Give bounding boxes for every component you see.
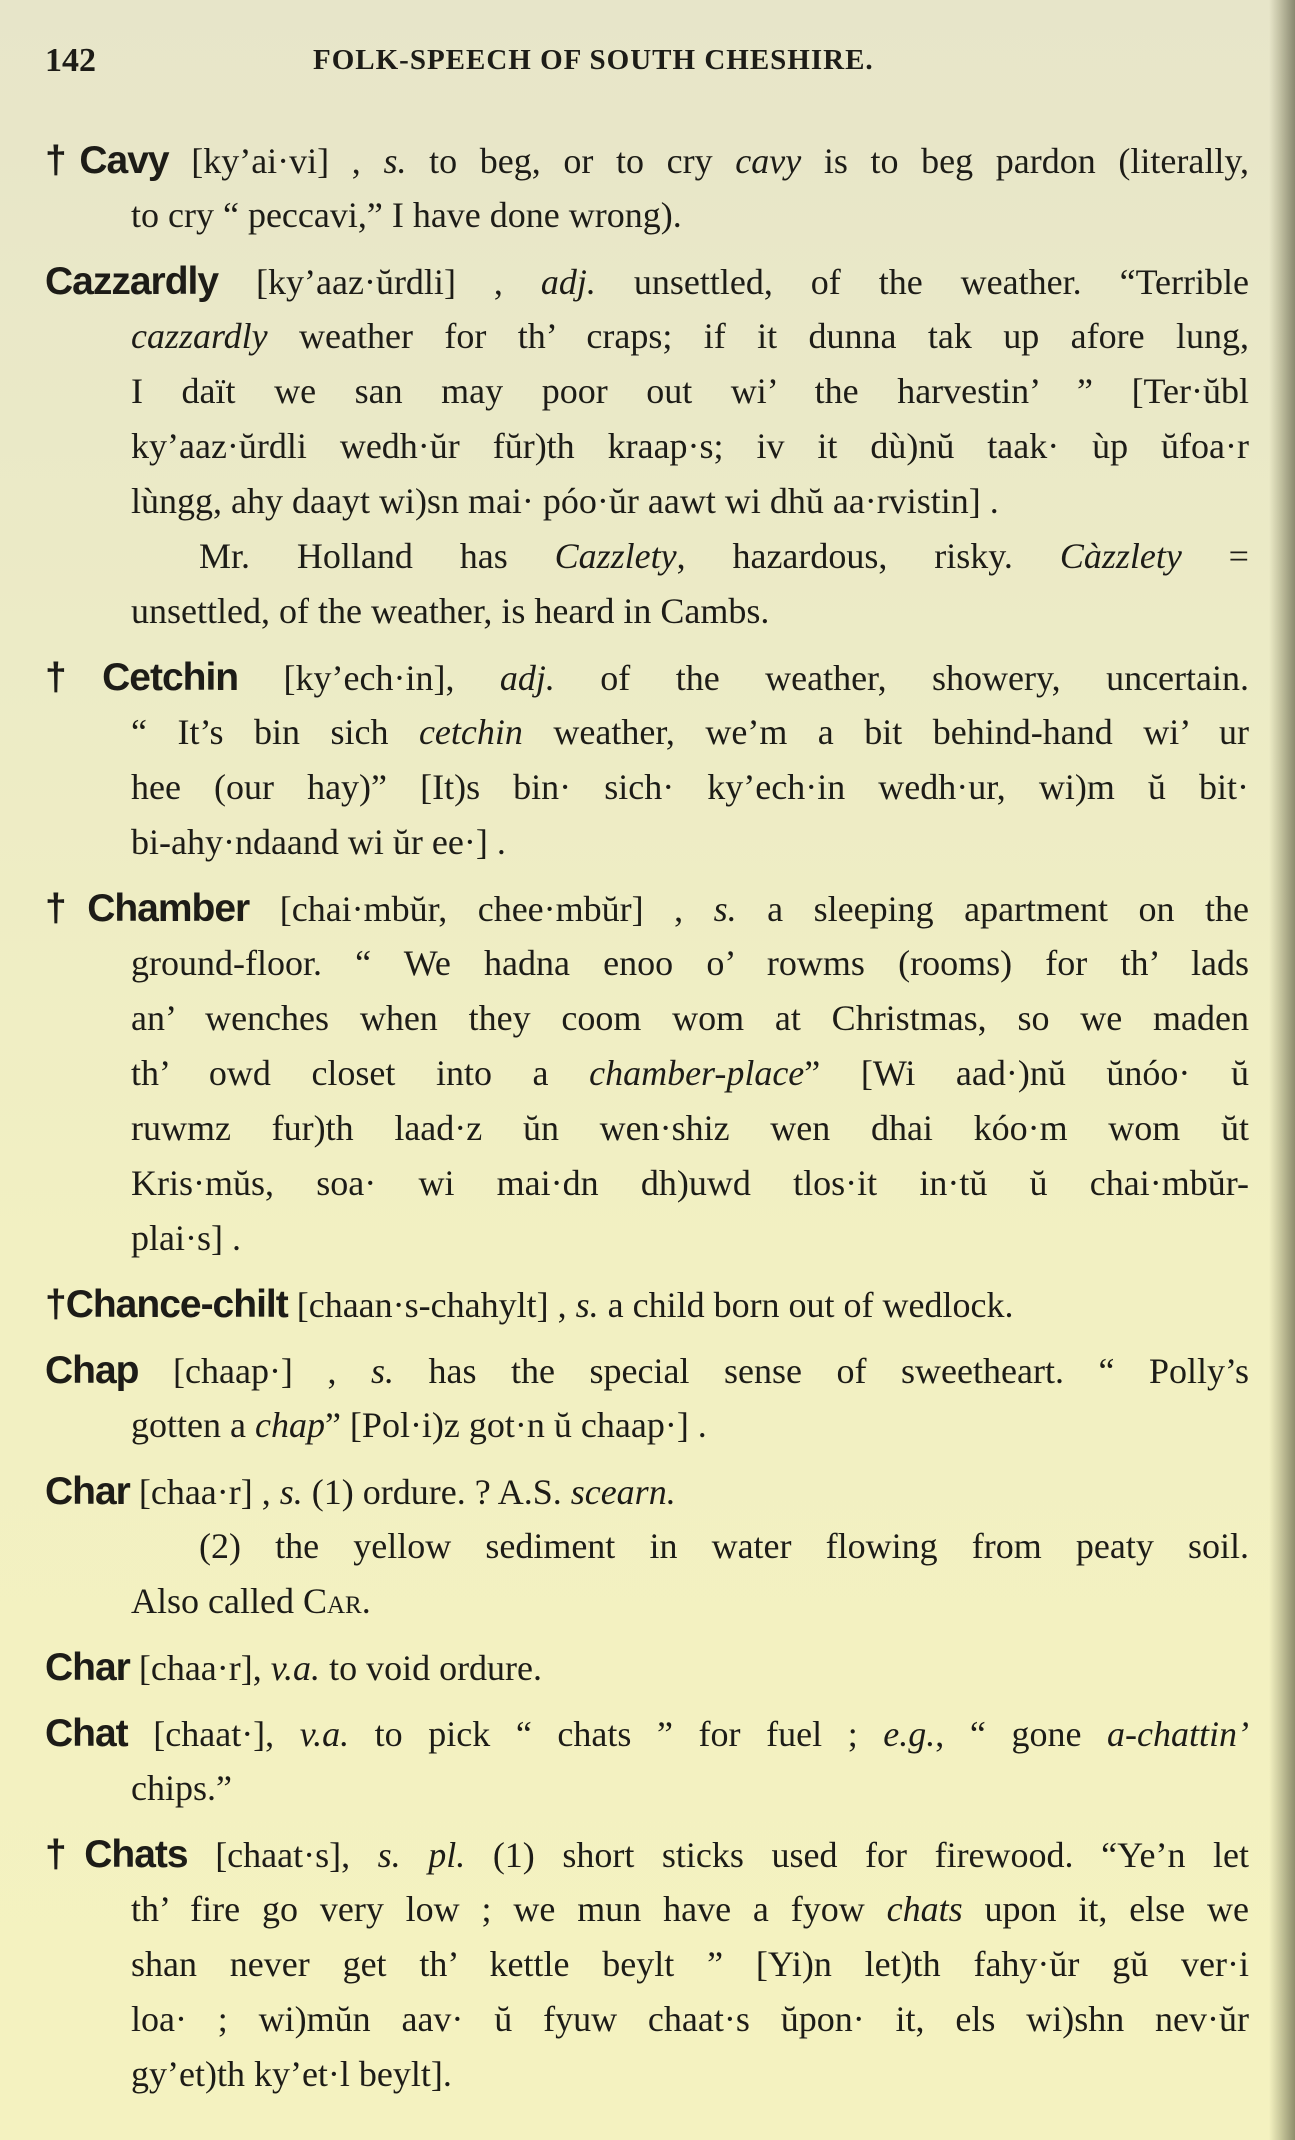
dictionary-entry — [45, 650, 1249, 870]
italic-text: v.a. — [270, 1648, 321, 1688]
headword: †Cetchin — [45, 656, 239, 699]
text-line — [45, 650, 1249, 705]
text-run: [chaan·s-chahylt] , — [287, 1285, 576, 1325]
text-run: a child born out of wedlock. — [598, 1285, 1014, 1325]
headword: Char — [45, 1470, 130, 1513]
text-line — [131, 1211, 1249, 1266]
dictionary-entries — [45, 133, 1249, 2102]
text-run: hee (our hay)” [It)s bin· sich· ky’ech·in wedh·ur, wi)m ŭ bit· — [131, 767, 1249, 807]
text-line — [131, 936, 1249, 991]
text-run: gotten a — [131, 1405, 255, 1445]
text-run: shan never get th’ kettle beylt ” [Yi)n let)th fahy·ŭr gŭ ver·i — [131, 1944, 1249, 1984]
book-page — [45, 33, 1249, 2102]
text-line — [45, 1277, 1249, 1332]
text-run: Mr. Holland has — [199, 536, 555, 576]
text-line — [131, 584, 1249, 639]
text-run: , “ gone — [935, 1714, 1108, 1754]
text-run: (1) ordure. ? A.S. — [302, 1472, 571, 1512]
text-run: to void ordure. — [320, 1648, 543, 1688]
italic-text: adj. — [540, 262, 596, 302]
italic-text: v.a. — [299, 1714, 350, 1754]
text-line — [131, 1101, 1249, 1156]
text-run: weather for th’ craps; if it dunna tak up afore lung, — [267, 316, 1249, 356]
italic-text: s. — [370, 1351, 394, 1391]
text-run: unsettled, of the weather, is heard in Cambs. — [131, 591, 770, 631]
text-run: ruwmz fur)th laad·z ŭn wen·shiz wen dhai kóo·m wom ŭt — [131, 1108, 1249, 1148]
headword: Chat — [45, 1712, 128, 1755]
headword: †Chats — [45, 1833, 188, 1876]
italic-text: Cazzlety — [554, 536, 677, 576]
text-run: [ky’ech·in], — [238, 658, 500, 698]
text-line — [45, 1464, 1249, 1519]
page-number: 142 — [45, 42, 96, 79]
text-line — [131, 1046, 1249, 1101]
text-run: Also called — [131, 1581, 303, 1621]
text-line — [131, 1398, 1249, 1453]
text-line — [131, 188, 1249, 243]
text-line — [45, 133, 1249, 188]
text-run: I daït we san may poor out wi’ the harvestin’ ” [Ter·ŭbl — [131, 371, 1249, 411]
text-run: of the weather, showery, uncertain. — [554, 658, 1249, 698]
text-line — [45, 1706, 1249, 1761]
text-line — [131, 1761, 1249, 1816]
text-run: [chaat·s], — [187, 1835, 378, 1875]
text-line — [131, 419, 1249, 474]
text-run: to beg, or to cry — [406, 141, 736, 181]
text-run: “ It’s bin sich — [131, 712, 419, 752]
text-run: unsettled, of the weather. “Terrible — [595, 262, 1249, 302]
text-line — [131, 1882, 1249, 1937]
text-line — [199, 529, 1249, 584]
running-header — [45, 33, 1249, 88]
text-run: ” [Pol·i)z got·n ŭ chaap·] . — [324, 1405, 707, 1445]
italic-text: chamber-place — [589, 1053, 805, 1093]
text-line — [131, 705, 1249, 760]
small-caps-text: Car. — [302, 1581, 371, 1621]
text-run: weather, we’m a bit behind-hand wi’ ur — [522, 712, 1249, 752]
text-run: bi-ahy·ndaand wi ŭr ee·] . — [131, 822, 506, 862]
italic-text: s. — [575, 1285, 599, 1325]
italic-text: cetchin — [418, 712, 523, 752]
text-run: Kris·mŭs, soa· wi mai·dn dh)uwd tlos·it in·tŭ ŭ chai·mbŭr- — [131, 1163, 1249, 1203]
dictionary-entry — [45, 1343, 1249, 1453]
dictionary-entry — [45, 1640, 1249, 1695]
text-run: [chaa·r] , — [129, 1472, 280, 1512]
text-run: , hazardous, risky. — [676, 536, 1060, 576]
text-line — [131, 1574, 1249, 1629]
text-run: a sleeping apartment on the — [736, 889, 1249, 929]
text-run: [ky’ai·vi] , — [168, 141, 384, 181]
text-line — [131, 474, 1249, 529]
text-line — [45, 1640, 1249, 1695]
text-run: lùngg, ahy daayt wi)sn mai· póo·ŭr aawt wi dhŭ aa·rvistin] . — [131, 481, 999, 521]
headword: Char — [45, 1646, 130, 1689]
text-run: [chai·mbŭr, chee·mbŭr] , — [249, 889, 714, 929]
italic-text: a-chattin’ — [1107, 1714, 1249, 1754]
text-run: to cry “ peccavi,” I have done wrong). — [131, 195, 682, 235]
italic-text: cazzardly — [131, 316, 268, 356]
italic-text: s. — [279, 1472, 303, 1512]
text-line — [45, 881, 1249, 936]
page-edge-shadow — [1269, 0, 1295, 2140]
headword: Cazzardly — [45, 260, 219, 303]
dictionary-entry — [45, 881, 1249, 1266]
text-line — [131, 760, 1249, 815]
text-run: has the special sense of sweetheart. “ Polly’s — [394, 1351, 1249, 1391]
text-run: th’ owd closet into a — [131, 1053, 590, 1093]
text-line — [45, 1343, 1249, 1398]
italic-text: s. — [713, 889, 737, 929]
text-line — [45, 1827, 1249, 1882]
text-line — [45, 254, 1249, 309]
text-line — [131, 1992, 1249, 2047]
dictionary-entry — [45, 1706, 1249, 1816]
dictionary-entry — [45, 133, 1249, 243]
text-line — [131, 364, 1249, 419]
text-run: = — [1181, 536, 1249, 576]
italic-text: chap — [254, 1405, 325, 1445]
text-run: th’ fire go very low ; we mun have a fyow — [131, 1889, 887, 1929]
text-run: upon it, else we — [962, 1889, 1249, 1929]
italic-text: scearn. — [570, 1472, 676, 1512]
text-run: [chaap·] , — [138, 1351, 371, 1391]
text-line — [131, 1156, 1249, 1211]
text-run: chips.” — [131, 1768, 232, 1808]
text-run: [chaat·], — [127, 1714, 300, 1754]
italic-text: cavy — [735, 141, 802, 181]
italic-text: chats — [886, 1889, 963, 1929]
headword: †Chance-chilt — [45, 1283, 288, 1326]
dictionary-entry — [45, 1464, 1249, 1629]
text-line — [131, 309, 1249, 364]
headword: Chap — [45, 1349, 139, 1392]
text-run: [ky’aaz·ŭrdli] , — [218, 262, 541, 302]
dictionary-entry — [45, 1277, 1249, 1332]
text-line — [131, 2047, 1249, 2102]
text-run: ” [Wi aad·)nŭ ŭnóo· ŭ — [804, 1053, 1249, 1093]
italic-text: s. pl. — [377, 1835, 466, 1875]
italic-text: s. — [383, 141, 407, 181]
text-run: is to beg pardon (literally, — [801, 141, 1249, 181]
italic-text: Càzzlety — [1059, 536, 1182, 576]
italic-text: adj. — [499, 658, 555, 698]
text-run: to pick “ chats ” for fuel ; — [349, 1714, 884, 1754]
dictionary-entry — [45, 1827, 1249, 2102]
text-run: an’ wenches when they coom wom at Christmas, so we maden — [131, 998, 1249, 1038]
text-run: ky’aaz·ŭrdli wedh·ŭr fŭr)th kraap·s; iv it dù)nŭ taak· ùp ŭfoa·r — [131, 426, 1249, 466]
text-run: (2) the yellow sediment in water flowing from peaty soil. — [199, 1526, 1249, 1566]
text-line — [199, 1519, 1249, 1574]
text-run: loa· ; wi)mŭn aav· ŭ fyuw chaat·s ŭpon· it, els wi)shn nev·ŭr — [131, 1999, 1249, 2039]
text-run: ground-floor. “ We hadna enoo o’ rowms (rooms) for th’ lads — [131, 943, 1249, 983]
text-run: (1) short sticks used for firewood. “Ye’n let — [465, 1835, 1249, 1875]
text-line — [131, 815, 1249, 870]
italic-text: e.g. — [883, 1714, 936, 1754]
text-run: plai·s] . — [131, 1218, 241, 1258]
text-run: gy’et)th ky’et·l beylt]. — [131, 2054, 452, 2094]
headword: †Chamber — [45, 887, 250, 930]
text-line — [131, 991, 1249, 1046]
dictionary-entry — [45, 254, 1249, 639]
text-run: [chaa·r], — [129, 1648, 271, 1688]
headword: †Cavy — [45, 139, 169, 182]
running-title: FOLK-SPEECH OF SOUTH CHESHIRE. — [313, 44, 874, 76]
text-line — [131, 1937, 1249, 1992]
